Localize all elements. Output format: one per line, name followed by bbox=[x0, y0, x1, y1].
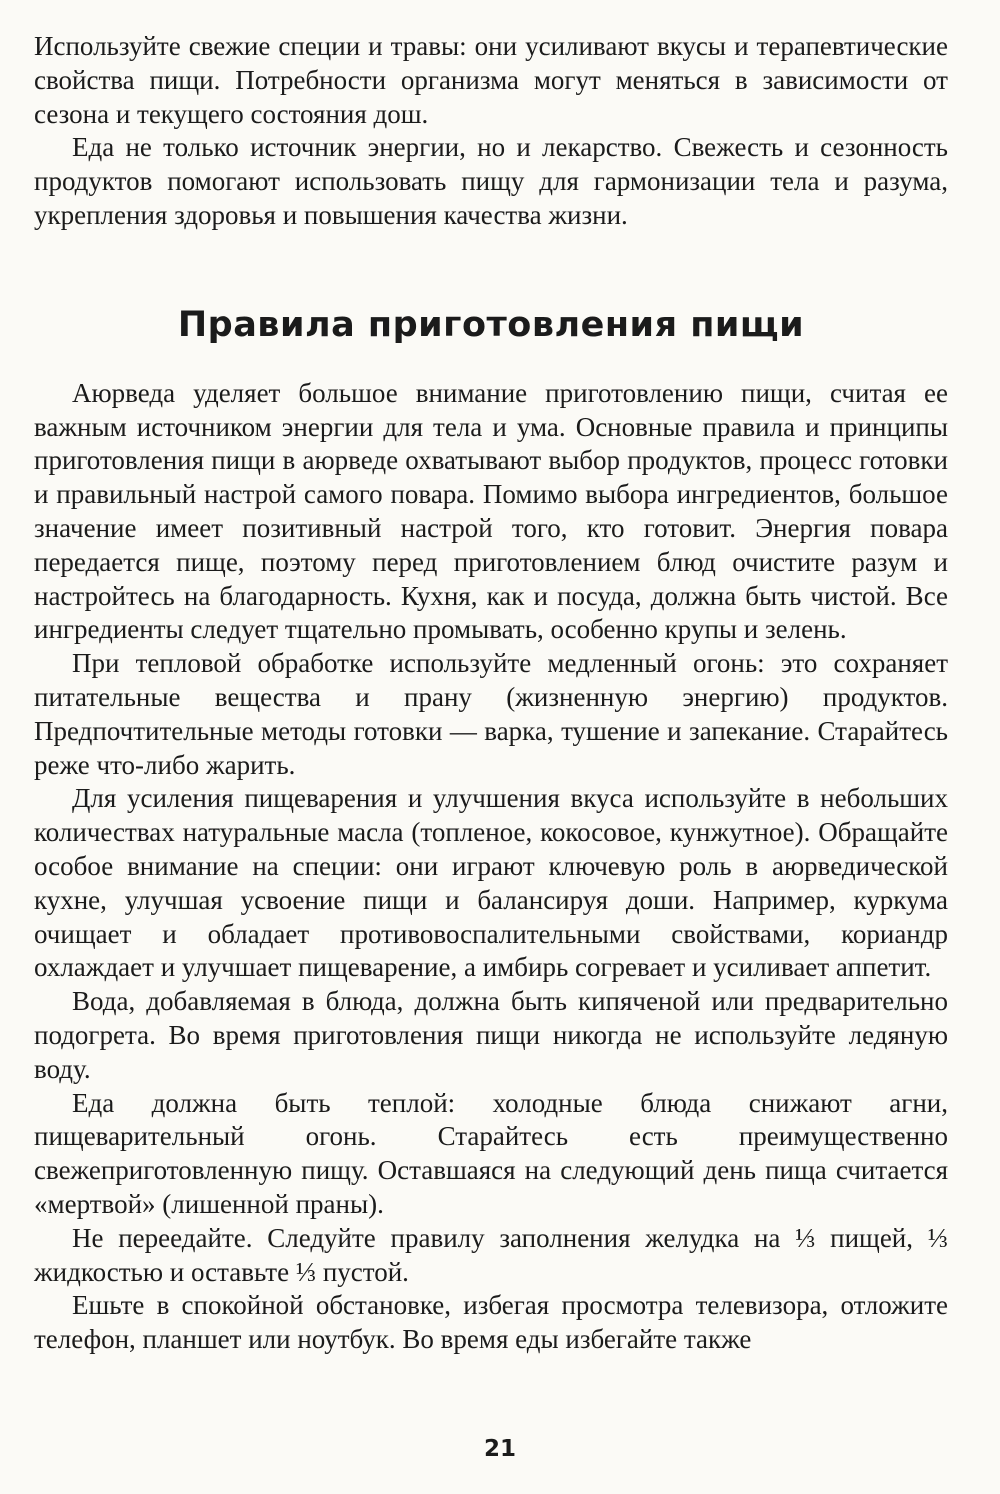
page-number: 21 bbox=[483, 1436, 516, 1462]
intro-block bbox=[34, 30, 948, 233]
body-paragraph: Аюрведа уделяет большое внимание приготовлению пищи, считая ее важным источником энергии для тела и ума. Основные правила и принципы приготовления пищи в аюрведе охватывают выбор продуктов, процесс готовки и правильный настрой самого повара. Помимо выбора ингредиентов, большое значение имеет позитивный настрой того, кто готовит. Энергия повара передается пище, поэтому перед приготовлением блюд очистите разум и настройтесь на благодарность. Кухня, как и посуда, должна быть чистой. Все ингредиенты следует тщательно промывать, особенно крупы и зелень. bbox=[34, 377, 948, 645]
intro-paragraph-1: Используйте свежие специи и травы: они усиливают вкусы и терапевтические свойства пищи. Потребности организма могут меняться в зависимости от сезона и текущего состояния дош. bbox=[34, 31, 948, 129]
section-body bbox=[34, 377, 948, 1357]
intro-paragraph-2: Еда не только источник энергии, но и лекарство. Свежесть и сезонность продуктов помогают использовать пищу для гармонизации тела и разума, укрепления здоровья и повышения качества жизни. bbox=[34, 132, 948, 230]
body-paragraph: Еда должна быть теплой: холодные блюда снижают агни, пищеварительный огонь. Старайтесь есть преимущественно свежеприготовленную пищу. Оставшаяся на следующий день пища считается «мертвой» (лишенной праны). bbox=[34, 1087, 948, 1219]
body-paragraph: Для усиления пищеварения и улучшения вкуса используйте в небольших количествах натуральные масла (топленое, кокосовое, кунжутное). Обращайте особое внимание на специи: они играют ключевую роль в аюрведической кухне, улучшая усвоение пищи и балансируя доши. Например, куркума очищает и обладает противовоспалительными свойствами, кориандр охлаждает и улучшает пищеварение, а имбирь согревает и усиливает аппетит. bbox=[34, 783, 948, 983]
body-paragraph: Вода, добавляемая в блюда, должна быть кипяченой или предварительно подогрета. Во время приготовления пищи никогда не используйте ледяную воду. bbox=[34, 986, 948, 1084]
body-paragraph: Ешьте в спокойной обстановке, избегая просмотра телевизора, отложите телефон, планшет или ноутбук. Во время еды избегайте также bbox=[34, 1290, 948, 1355]
section-heading: Правила приготовления пищи bbox=[177, 304, 805, 345]
body-paragraph: Не переедайте. Следуйте правилу заполнения желудка на ⅓ пищей, ⅓ жидкостью и оставьте ⅓ пустой. bbox=[34, 1222, 948, 1287]
body-paragraph: При тепловой обработке используйте медленный огонь: это сохраняет питательные вещества и прану (жизненную энергию) продуктов. Предпочтительные методы готовки — варка, тушение и запекание. Старайтесь реже что-либо жарить. bbox=[34, 648, 948, 780]
